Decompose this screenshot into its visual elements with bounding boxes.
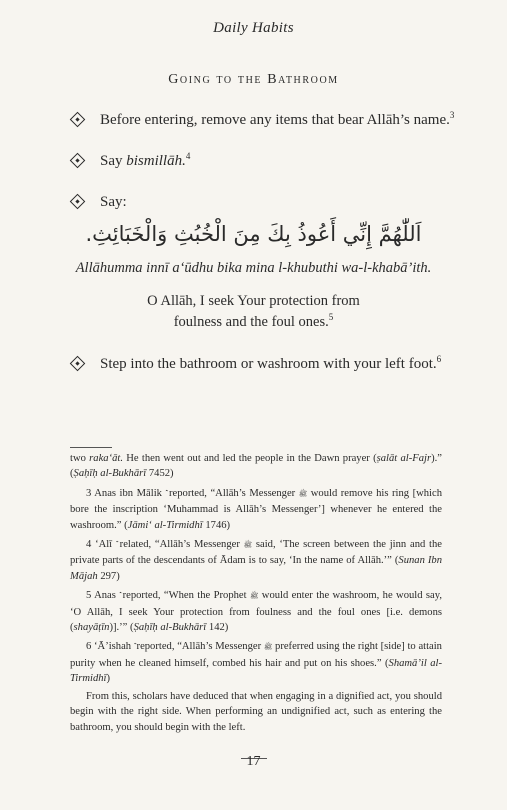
diamond-bullet-icon — [70, 152, 84, 170]
bullet-say-bismillah — [70, 152, 190, 170]
footnote-ref[interactable]: 3 — [449, 110, 455, 120]
footnotes — [70, 451, 442, 739]
section-title: Going to the Bathroom — [168, 72, 339, 87]
footnote-ref[interactable]: 5 — [328, 312, 334, 323]
footnote-5: 5 Anas reported, “When the Prophet ﷺ would enter the washroom, he would say, ‘O Allāh, I seek Your protection from foulness and the foul ones [i.e. demons (shayāṭīn)].’” (Ṣaḥīḥ al-Bukhārī 142) — [70, 590, 442, 634]
running-head: Daily Habits — [213, 20, 294, 36]
translation-line-1: O Allāh, I seek Your protection from — [147, 293, 360, 309]
bullet-text: Step into the bathroom or washroom with your left foot. — [100, 356, 437, 372]
dua-transliteration: Allāhumma innī a‘ūdhu bika mina l-khubuthi wa-l-khabā’ith. — [75, 260, 432, 276]
dua-arabic: اَللّٰهُمَّ إِنِّي أَعُوذُ بِكَ مِنَ الْخُبُثِ وَالْخَبَائِثِ. — [85, 222, 422, 246]
footnote-ref[interactable]: 4 — [185, 151, 191, 161]
bullet-text: Before entering, remove any items that bear Allāh’s name. — [100, 112, 450, 128]
footnote-6-commentary: From this, scholars have deduced that when engaging in a dignified act, you should begin with the right side. When performing an undignified act, such as entering the bathroom, you should begin with the left. — [70, 690, 442, 733]
salawat-icon: ﷺ — [243, 541, 253, 550]
salawat-icon: ﷺ — [263, 643, 273, 652]
dua-translation — [0, 291, 507, 333]
bullet-say — [70, 193, 127, 211]
footnote-6: 6 ‘Ā’ishah reported, “Allāh’s Messenger ﷺ preferred using the right [side] to attain purity when he cleaned himself, combed his hair and put on his shoes.” (Shamā’il al-Tirmidhī) — [70, 641, 442, 685]
bullet-remove-items — [70, 111, 454, 129]
footnote-4: 4 ‘Alī related, “Allāh’s Messenger ﷺ said, ‘The screen between the jinn and the private parts of the descendants of Ādam is to say, ‘In the name of Allāh.’” (Sunan Ibn Mājah 297) — [70, 539, 442, 582]
footnote-3: 3 Anas ibn Mālik reported, “Allāh’s Messenger ﷺ would remove his ring [which bore the inscription ‘Muhammad is Allāh’s Messenger’] whenever he entered the washroom.” (Jāmi‘ al-Tirmidhī 1746) — [70, 487, 442, 531]
footnote-ref[interactable]: 6 — [436, 354, 442, 364]
translation-line-2: foulness and the foul ones. — [173, 314, 329, 330]
footnote-rule — [70, 447, 112, 448]
bullet-left-foot — [70, 355, 441, 373]
bullet-italic-text: bismillāh. — [126, 153, 186, 169]
salawat-icon: ﷺ — [249, 592, 259, 601]
bullet-prefix: Say — [100, 153, 127, 169]
diamond-bullet-icon — [70, 111, 84, 129]
footnote-2-continued: two raka‘āt. He then went out and led the people in the Dawn prayer (ṣalāt al-Fajr).” (Ṣaḥīḥ al-Bukhārī 7452) — [70, 453, 442, 480]
page-number: 17 — [246, 754, 261, 769]
bullet-text: Say: — [100, 194, 127, 210]
salawat-icon: ﷺ — [298, 489, 308, 498]
diamond-bullet-icon — [70, 193, 84, 211]
diamond-bullet-icon — [70, 355, 84, 373]
